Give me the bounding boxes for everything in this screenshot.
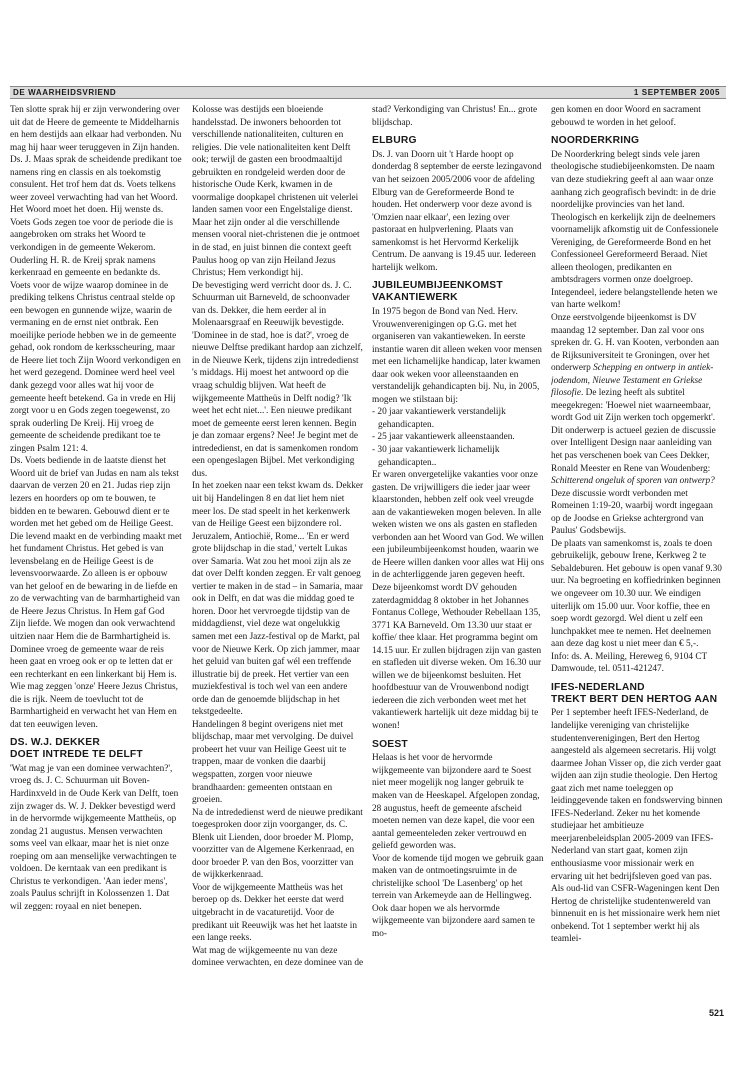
paragraph: Kolosse was destijds een bloeiende handelsstad. De inwoners behoorden tot verschillende nationaliteiten, culturen en religies. Die vele nationaliteiten kent Delft ook; terwijl de gasten een broodmaaltijd gebruikten en rondgeleid werden door de historische Oude Kerk, kwamen in de voormalige doopkapel christenen uit velerlei landen samen voor een Engelstalige dienst. Maar het zijn onder al die verschillende mensen vooral niet-christenen die je ontmoet in de stad, en juist binnen die context geeft Paulus hoog op van zijn Heiland Jezus Christus; Hem verkondigt hij. [192,105,360,279]
paragraph: Ouderling H. R. de Kreij sprak namens kerkenraad en gemeente en bedankte ds. Voets voor de wijze waarop dominee in de prediking telkens Christus centraal stelde op een bewogen en gunnende wijze, waarin de vermaning en de ernst niet ontbrak. Een moeilijke periode hebben we in de gemeente gehad, ook rondom de kerksscheuring, maar de Heere liet toch Zijn Woord verkondigen en het werd gezegend. Dominee werd heel veel dank gezegd voor alles wat hij voor de gemeente heeft betekend. Ga in vrede en Hij zorgt voor u en Gods zegen toegewenst, zo sprak ouderling De Kreij. Hij vroeg de gemeente de scheidende predikant toe te zingen Psalm 121: 4. [10,255,181,454]
article-heading-soest: SOEST [372,738,408,750]
paragraph: Helaas is het voor de hervormde wijkgemeente van bijzondere aard te Soest niet meer mogelijk nog langer gebruik te maken van de Heeskapel. Afgelopen zondag, 28 augustus, heeft de gemeente afscheid moeten nemen van deze kapel, die voor een aantal gemeenteleden zeker vertrouwd en geliefd geworden was. [372,753,540,852]
book-title: Schitterend ongeluk of sporen van ontwerp? [551,476,715,487]
publication-name: DE WAARHEIDSVRIEND [13,88,117,97]
paragraph: Na de intrededienst werd de nieuwe predikant toegesproken door zijn voorganger, ds. C. Blenk uit Lienden, door broeder M. Plomp, voorzitter van de Algemene Kerkenraad, en door broeder P. van den Bos, voorzitter van de wijkkerkenraad. [192,807,363,881]
heading-line: DS. W.J. DEKKER [10,737,100,749]
paragraph: Ds. J. Maas sprak de scheidende predikant toe namens ring en classis en als toekomstig consulent. Het trof hem dat ds. Voets telkens weer zoveel verwachting had van het Woord. Het Woord moet het doen. Hij wenste ds. Voets Gods zegen toe voor de periode die is aangebroken om straks het Woord te verkondigen in de gemeente Wekerom. [10,155,182,254]
paragraph: gen komen en door Woord en sacrament gebouwd te worden in het geloof. [551,105,701,128]
paragraph: De plaats van samenkomst is, zoals te doen gebruikelijk, gebouw Irene, Kerkweg 2 te Sebaldeburen. Het gebouw is open vanaf 9.30 uur. Na begroeting en koffiedrinken beginnen we ongeveer om 10.30 uur. We eindigen uiterlijk om 15.00 uur. Voor koffie, thee en soep wordt gezorgd. Wel dient u zelf een lunchpakket mee te nemen. Het deelnemen aan deze dag kost u niet meer dan € 5,-. [551,538,722,650]
paragraph: Per 1 september heeft IFES-Nederland, de landelijke vereniging van christelijke studentenverenigingen, Bert den Hertog aangesteld als algemeen secretaris. Hij volgt daarmee Johan Visser op, die zich verder gaat wijden aan zijn studie theologie. Den Hertog gaat zich met name toeleggen op leidinggevende taken en fondswerving binnen IFES-Nederland. Zeker nu het komende studiejaar het ambitieuze meerjarenbeleidsplan 2005-2009 van IFES-Nederland van start gaat, komen zijn enthousiasme voor missionair werk en ervaring uit het bedrijfsleven goed van pas. Als oud-lid van CSFR-Wageningen kent Den Hertog de christelijke studentenwereld van binnenuit en is het missionaire werk hem niet onbekend. Tot 1 september werkt hij als teamlei- [551,708,723,945]
heading-line: DOET INTREDE TE DELFT [10,749,143,761]
paragraph: stad? Verkondiging van Christus! En... grote blijdschap. [372,105,538,128]
column-1 [10,104,182,992]
paragraph: De bevestiging werd verricht door ds. J. C. Schuurman uit Barneveld, de schoonvader van ds. Dekker, die hem eerder al in Molenaarsgraaf en Reeuwijk bevestigde. [192,280,352,329]
article-heading-ifes [551,682,723,706]
list-item: - 30 jaar vakantiewerk lichamelijk gehandicapten.. [372,444,500,468]
page-number: 521 [708,1008,724,1018]
text-run: Onze eerstvolgende bijeenkomst is DV maandag 12 september. Dan zal voor ons spreken dr. G. H. van Kooten, verbonden aan de Rijksuniversiteit te Groningen, over het onderwerp [551,313,720,374]
paragraph: De Noorderkring belegt sinds vele jaren theologische studiebijeenkomsten. De naam van deze studiekring geeft al aan waar onze aanhang zich geografisch bevindt: in de drie noordelijke provincies van het land. Theologisch en kerkelijk zijn de deelnemers voornamelijk afkomstig uit de Confessionele Vereniging, de Gereformeerde Bond en het Confessioneel Gereformeerd Beraad. Niet alleen theologen, predikanten en ambtsdragers vormen onze doelgroep. Integendeel, iedere belangstellende heten we van harte welkom! [551,149,719,311]
lecture-title: Schepping en ontwerp in antiek-jodendom, Nieuwe Testament en Griekse filosofie [551,363,714,399]
issue-date: 1 SEPTEMBER 2005 [633,88,720,97]
text-run: . De lezing heeft als subtitel meegekregen: 'Hoewel niet waarneembaar, wordt God uit Zijn werken toch opgemerkt'. Dit onderwerp is actueel gezien de discussie over Intelligent Design naar aanleiding van het pas verschenen boek van Cees Dekker, Ronald Meester en Rene van Woudenberg: [551,388,716,474]
running-header [10,86,726,99]
paragraph: Er waren onvergetelijke vakanties voor onze gasten. De vrijwilligers die ieder jaar weer klaarstonden, hebben zelf ook veel vreugde aan de vakantieweken mogen beleven. In alle weken wisten we ons als gasten en stafleden verbonden aan het Woord van God. We willen een jubileumbijeenkomst houden, waarin we de Heere willen danken voor alles wat Hij ons in de achterliggende jaren gegeven heeft. Deze bijeenkomst wordt DV gehouden zaterdagmiddag 8 oktober in het Johannes Fontanus College, Wethouder Rebellaan 135, 3771 KA Barneveld. Om 13.30 uur staat er koffie/ thee klaar. Het programma begint om 14.15 uur. Er zullen bijdragen zijn van gasten en stafleden uit diverse weken. Om 16.30 uur willen we de bijeenkomst besluiten. Het hoofdbestuur van de Vrouwenbond nodigt iedereen die zich verbonden weet met het vakantiewerk hartelijk uit deze middag bij te wonen! [372,470,544,731]
paragraph: In het zoeken naar een tekst kwam ds. Dekker uit bij Handelingen 8 en dat liet hem niet meer los. De stad speelt in het kerkenwerk van de Heilige Geest een bijzondere rol. Jeruzalem, Antiochië, Rome... 'En er werd grote blijdschap in die stad,' vertelt Lukas over Samaria. Wat zou het mooi zijn als ze dat over Delft konden zeggen. Er valt genoeg vertier te maken in de stad – in Samaria, maar ook in Delft, en dat was die middag goed te horen. Door het vervroegde tijdstip van de middagdienst, viel deze wat ongelukkig samen met een Jazz-festival op de Markt, pal voor de Nieuwe Kerk. Op zich jammer, maar het geluid van buiten gaf wél een treffende illustratie bij de preek. Het vertier van een muziekfestival is toch wel van een andere orde dan de genoemde blijdschap in het tekstgedeelte. [192,481,364,718]
column-4 [551,104,723,992]
paragraph: Voor de wijkgemeente Mattheüs was het beroep op ds. Dekker het eerste dat werd uitgebracht in de vacaturetijd. Voor de predikant uit Reeuwijk was het het laatste in een lange reeks. [192,882,357,944]
paragraph: Handelingen 8 begint overigens niet met blijdschap, maar met vervolging. De duivel probeert het vuur van Heilige Geest uit te trappen, maar de vonken die daarbij wegspatten, zorgen voor nieuwe brandhaarden: gemeenten ontstaan en groeien. [192,719,354,806]
paragraph: Ds. J. van Doorn uit 't Harde hoopt op donderdag 8 september de eerste lezingavond van het seizoen 2005/2006 voor de afdeling Elburg van de Gereformeerde Bond te houden. Het onderwerp voor deze avond is 'Omzien naar elkaar', een lezing over pastoraat en hulpverlening. Plaats van samenkomst is het Hervormd Kerkelijk Centrum. De aanvang is 19.45 uur. Iedereen hartelijk welkom. [372,149,542,273]
text-run: Deze discussie wordt verbonden met Romeinen 1:19-20, waarbij wordt ingegaan op de Joodse en Griekse achtergrond van Paulus' Godsbewijs. [551,488,713,537]
paragraph: 'Dominee in de stad, hoe is dat?', vroeg de nieuwe Delftse predikant hardop aan zichzelf, in de Nieuwe Kerk, tijdens zijn intrededienst 's middags. Hij moest het antwoord op die vraag schuldig blijven. Wat heeft de wijkgemeente Mattheüs in Delft nodig? 'Ik weet het echt niet...'. Een nieuwe predikant moet de gemeente eerst leren kennen. Begin je dan zomaar ergens? Nee! Je begint met de intrededienst, en dat is samenkomen rondom een opengeslagen Bijbel. Met verkondiging dus. [192,330,363,479]
heading-line: IFES-NEDERLAND [551,681,645,693]
paragraph: Wat mag de wijkgemeente nu van deze dominee verwachten, en deze dominee van de [192,945,364,969]
heading-line: VAKANTIEWERK [372,292,458,304]
paragraph: 'Wat mag je van een dominee verwachten?', vroeg ds. J. C. Schuurman uit Boven-Hardinxveld in de Oude Kerk van Delft, toen zijn zwager ds. W. J. Dekker bevestigd werd in de hervormde wijkgemeente Mattheüs, op zondag 21 augustus. Mensen verwachten soms veel van elkaar, maar het is niet onze roeping om aan menselijke verwachtingen te voldoen. De kerntaak van een predikant is Christus te verkondigen. 'Aan ieder mens', zoals Paulus schrijft in Kolossenzen 1. Dat wil zeggen: royaal en niet benepen. [10,763,179,912]
paragraph [551,312,723,538]
paragraph: Voor de komende tijd mogen we gebruik gaan maken van de ontmoetingsruimte in de christelijke school 'De Lasenberg' op het terrein van Arkemeyde aan de Hellingweg. Ook daar hopen we als hervormde wijkgemeente van bijzondere aard samen te mo- [372,853,544,939]
article-heading-noorderkring: NOORDERKRING [551,135,640,147]
paragraph: Info: ds. A. Meiling, Hereweg 6, 9104 CT Damwoude, tel. 0511-421247. [551,651,708,675]
column-2 [192,104,364,992]
article-heading-elburg: ELBURG [372,135,417,147]
paragraph: In 1975 begon de Bond van Ned. Herv. Vrouwenverenigingen op G.G. met het organiseren van vakantieweken. In eerste instantie waren dit alleen weken voor mensen met een lichamelijke handicap, later kwamen daar ook weken voor alleenstaanden en verstandelijk gehandicapten bij. Nu, in 2005, mogen we stilstaan bij: [372,306,542,405]
article-heading-jubileum [372,280,544,304]
list-item: - 20 jaar vakantiewerk verstandelijk gehandicapten. [372,407,506,430]
list-item: - 25 jaar vakantiewerk alleenstaanden. [372,432,515,443]
heading-line: TREKT BERT DEN HERTOG AAN [551,693,718,705]
heading-line: JUBILEUMBIJEENKOMST [372,280,503,292]
paragraph: Ten slotte sprak hij er zijn verwondering over uit dat de Heere de gemeente te Middelharnis en hem destijds aan elkaar had verbonden. Nu mag hij haar weer teruggeven in Zijn handen. [10,105,182,153]
column-3 [372,104,544,992]
article-heading-dekker [10,737,182,761]
anniversary-list [372,406,544,469]
paragraph: Ds. Voets bediende in de laatste dienst het Woord uit de brief van Judas en nam als tekst daarvan de verzen 20 en 21. Judas riep zijn lezers en hoorders op om te bouwen, te bidden en te bewaren. Gebouwd dient er te worden met het gebed om de Heilige Geest. Die levend maakt en de verbinding maakt met het fundament Christus. Het gebed is van levensbelang en de Heilige Geest is de levensvoorwaarde. Zo alleen is er opbouw van het geloof en de bewaring in de liefde en zo de verwachting van de barmhartigheid van de Heere Jezus Christus. In Hem gaf God Zijn liefde. We mogen dan ook verwachtend uitzien naar Hem die de Barmhartigheid is. Dominee vroeg de gemeente waar de reis heen gaat en vroeg ook er op te letten dat er een rechterkant en een linkerkant bij Hem is. Wie mag zeggen 'onze' Heere Jezus Christus, die is rijk. Neem de toevlucht tot de Barmhartigheid en verwacht het van Hem en dat ten eeuwigen leven. [10,456,182,730]
